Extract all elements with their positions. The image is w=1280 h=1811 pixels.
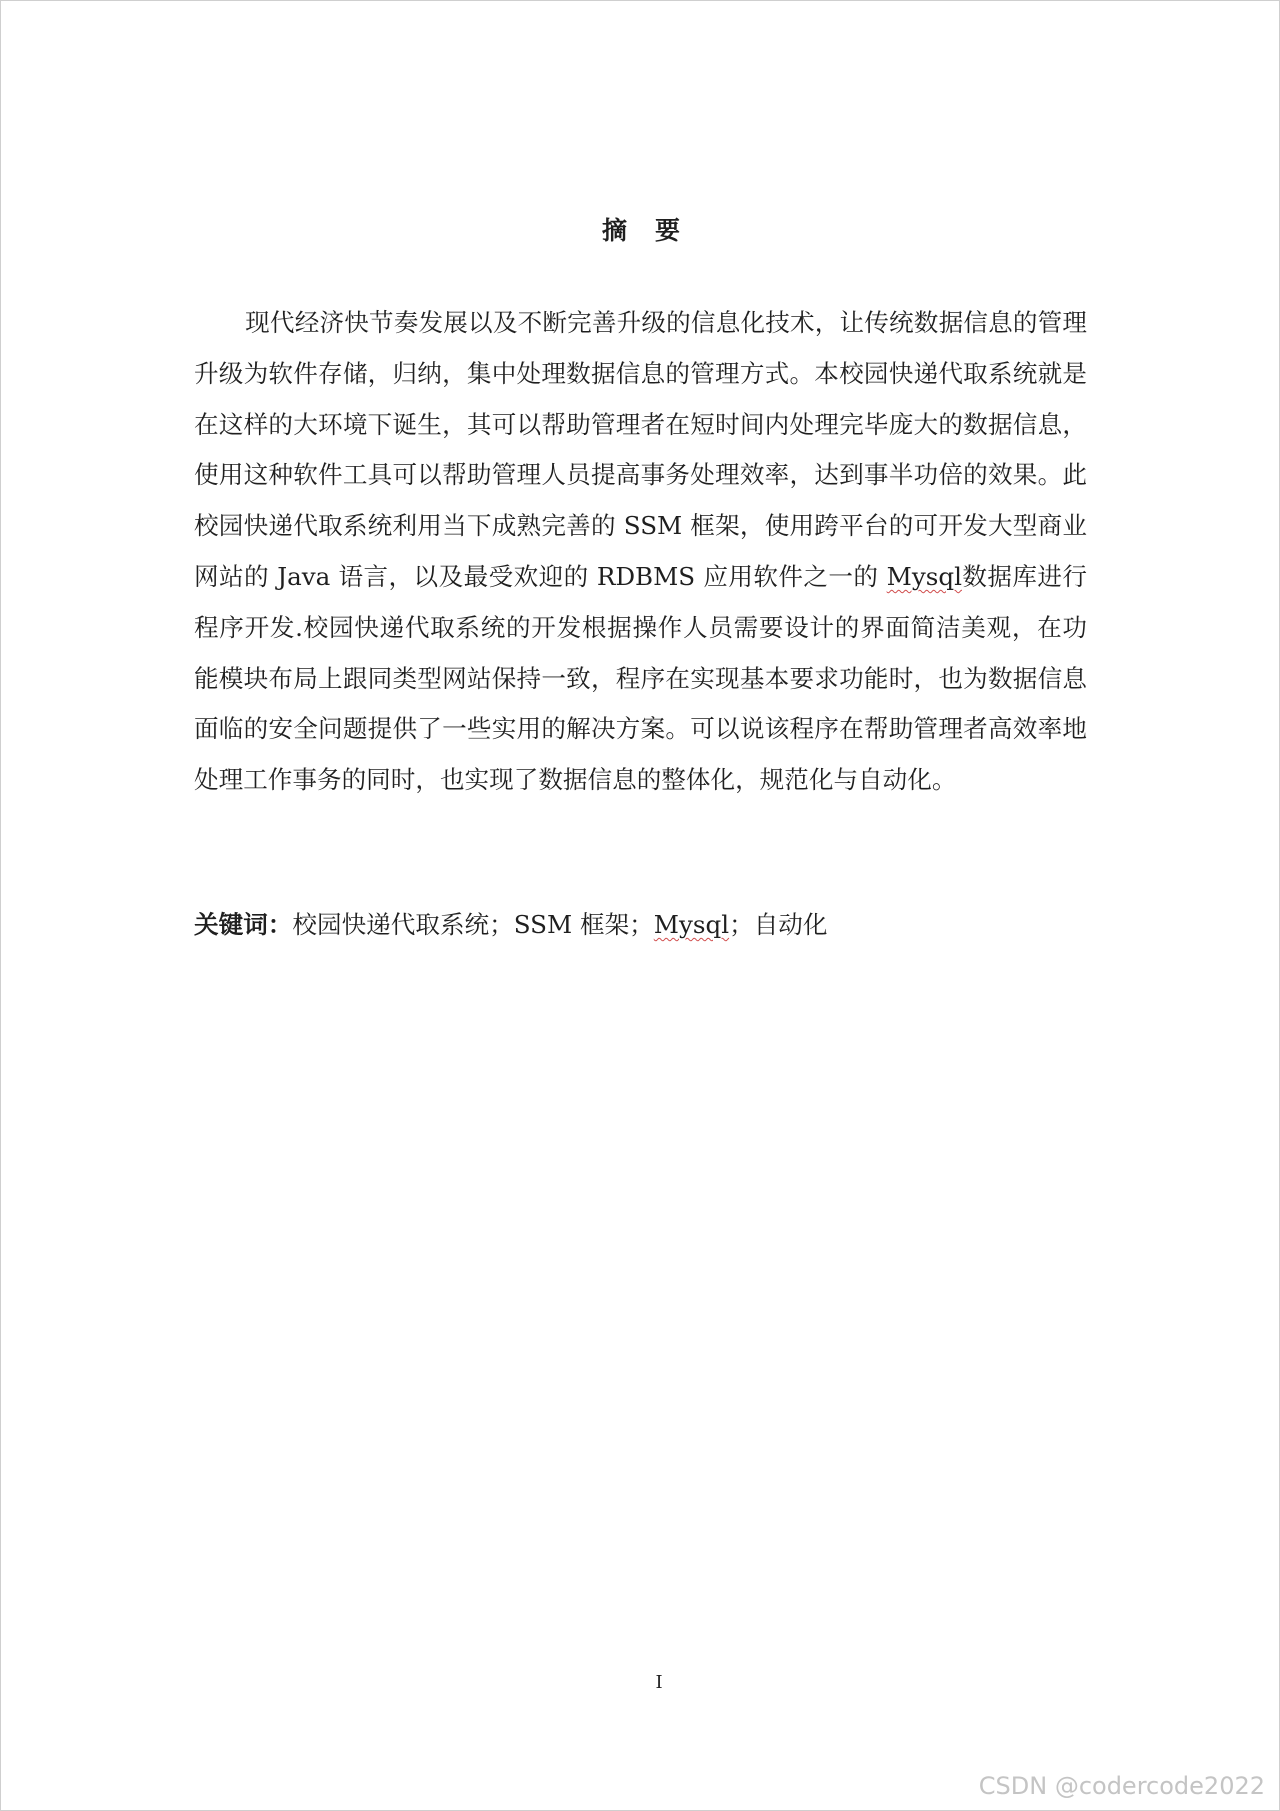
abstract-title-part1: 摘 xyxy=(601,216,627,245)
keywords-label: 关键词： xyxy=(194,910,293,939)
watermark-text: CSDN @codercode2022 xyxy=(978,1772,1265,1800)
abstract-mysql-term: Mysql xyxy=(886,561,962,591)
keywords-part1: 校园快递代取系统；SSM 框架； xyxy=(292,910,654,939)
abstract-paragraph xyxy=(194,298,1087,806)
keywords-mysql-term: Mysql xyxy=(653,910,730,939)
abstract-title-part2: 要 xyxy=(655,216,681,245)
abstract-text-part1: 现代经济快节奏发展以及不断完善升级的信息化技术，让传统数据信息的管理升级为软件存储，归纳，集中处理数据信息的管理方式。本校园快递代取系统就是在这样的大环境下诞生，其可以帮助管理者在短时间内处理完毕庞大的数据信息，使用这种软件工具可以帮助管理人员提高事务处理效率，达到事半功倍的效果。此校园快递代取系统利用当下成熟完善的 SSM 框架，使用跨平台的可开发大型商业网站的 Java 语言，以及最受欢迎的 RDBMS 应用软件之一的 xyxy=(194,308,1087,591)
abstract-title xyxy=(1,215,1280,247)
page-number: I xyxy=(655,1672,663,1693)
keywords-part3: ；自动化 xyxy=(729,910,828,939)
abstract-text-part2: 数据库进行程序开发.校园快递代取系统的开发根据操作人员需要设计的界面简洁美观，在功能模块布局上跟同类型网站保持一致，程序在实现基本要求功能时，也为数据信息面临的安全问题提供了一些实用的解决方案。可以说该程序在帮助管理者高效率地处理工作事务的同时，也实现了数据信息的整体化，规范化与自动化。 xyxy=(194,561,1087,795)
keywords-line xyxy=(194,905,1087,945)
